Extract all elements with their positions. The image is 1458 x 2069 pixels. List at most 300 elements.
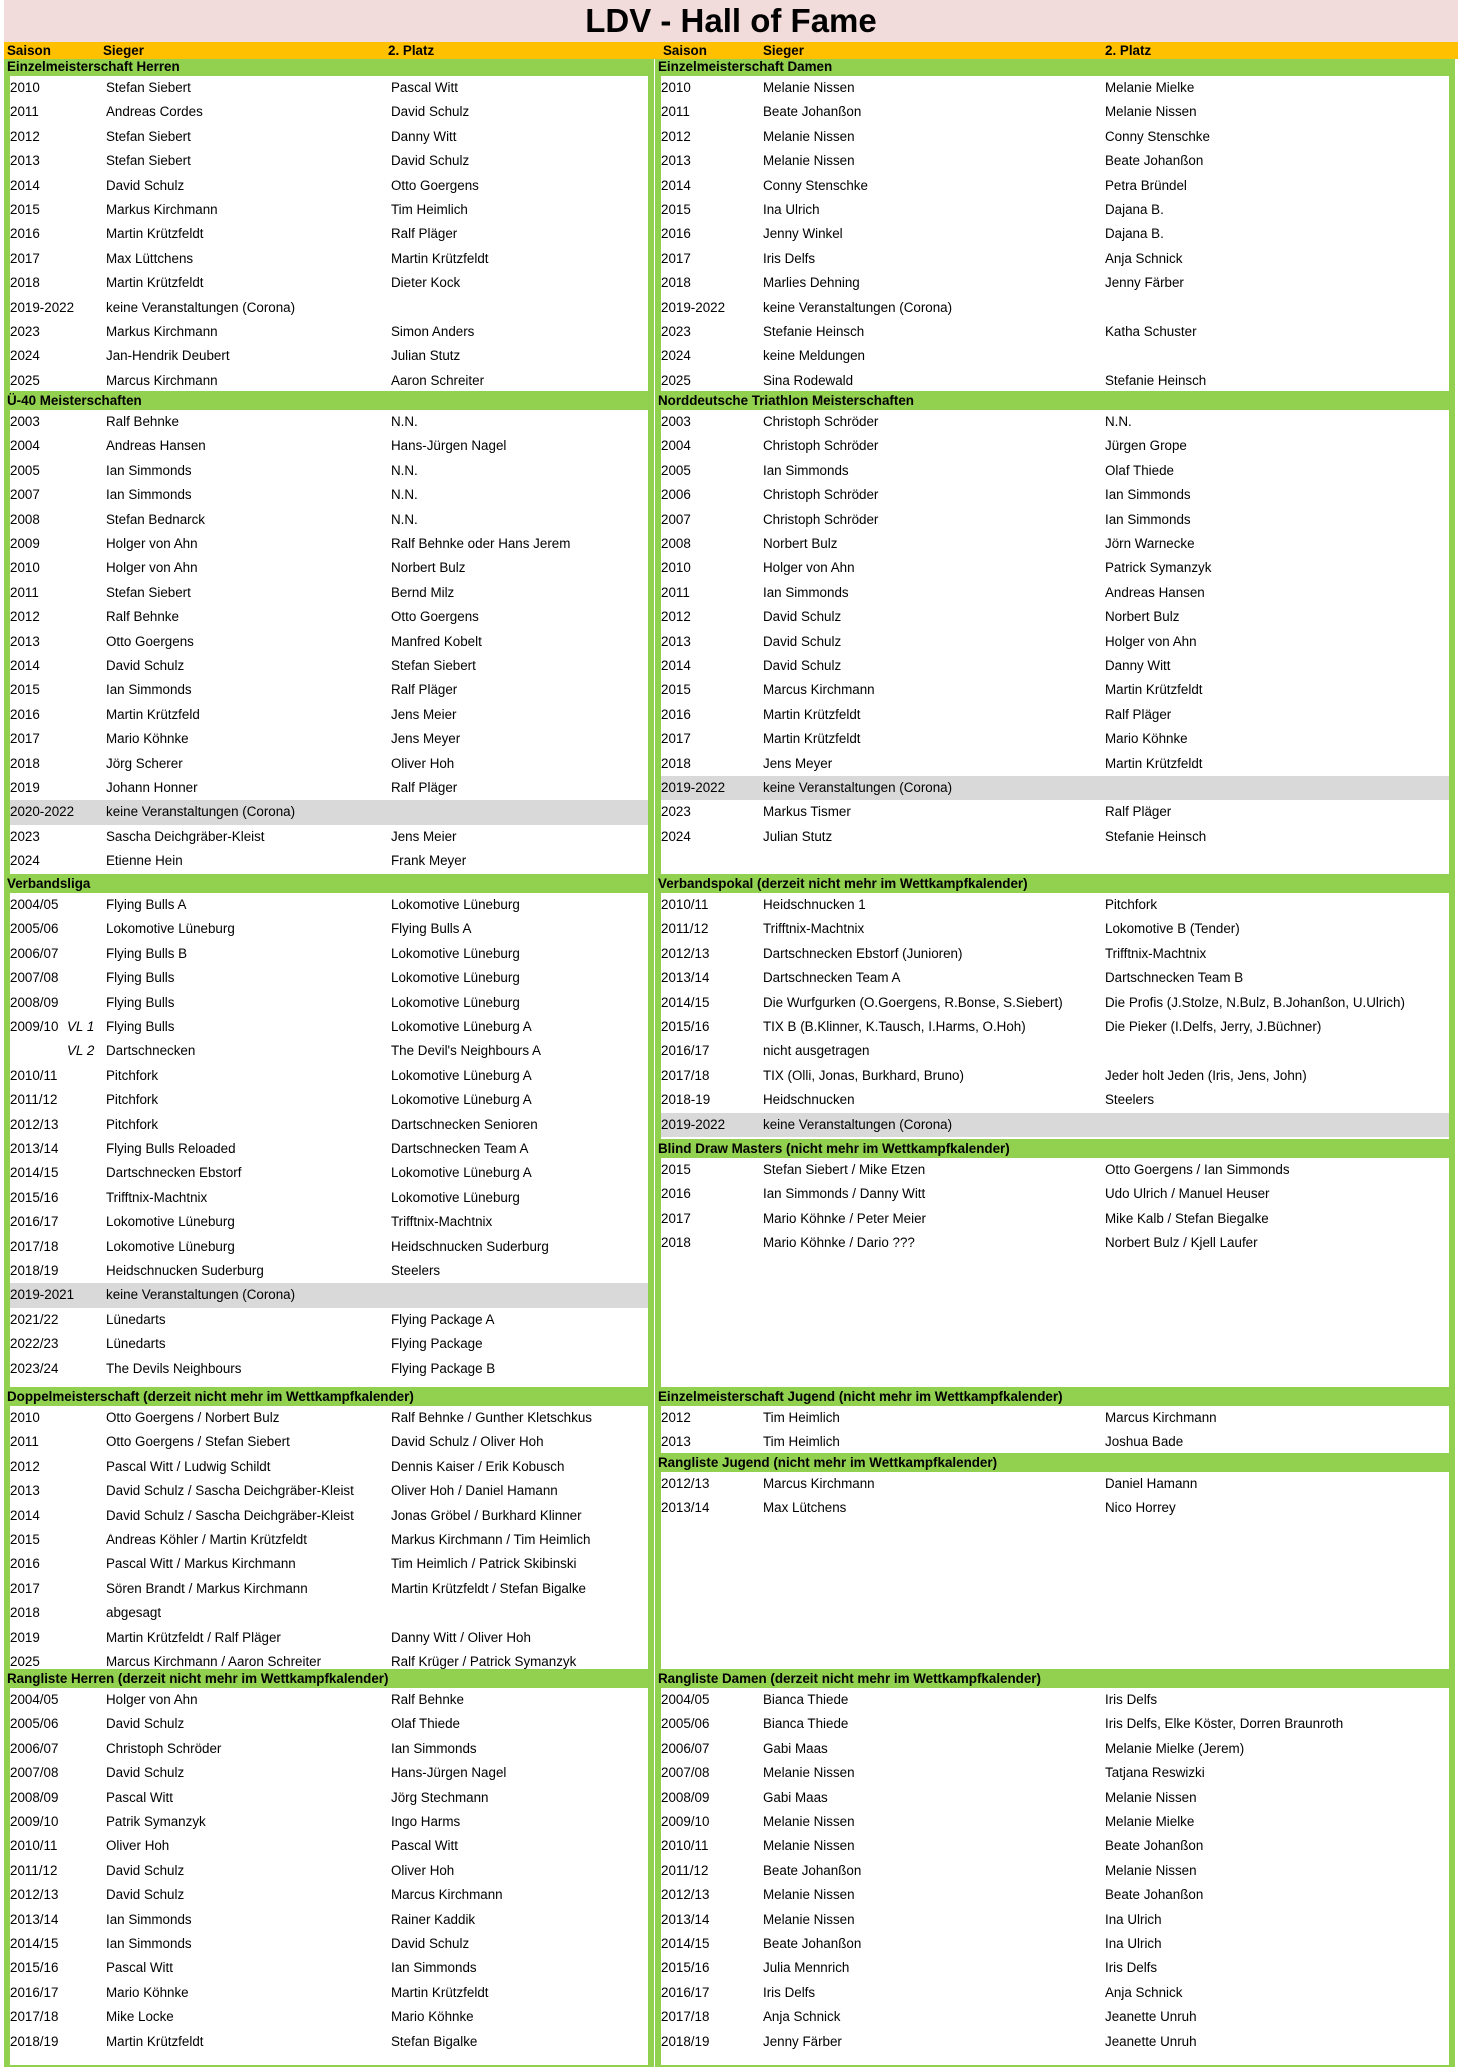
table-row <box>10 483 648 507</box>
table-row <box>661 1932 1449 1956</box>
winner-cell: Mario Köhnke <box>106 731 189 747</box>
winner-cell: Stefan Bednarck <box>106 511 206 527</box>
season-cell: 2018 <box>661 755 691 771</box>
table-row <box>661 320 1449 344</box>
section-body <box>10 893 648 1387</box>
winner-cell: keine Veranstaltungen (Corona) <box>763 299 953 315</box>
second-place-cell: Jeder holt Jeden (Iris, Jens, John) <box>1105 1067 1307 1083</box>
season-cell: 2014 <box>661 658 691 673</box>
season-cell: 2018/19 <box>10 2033 59 2049</box>
season-cell: 2025 <box>10 1654 40 1669</box>
table-row <box>661 434 1449 458</box>
second-place-cell: Conny Stenschke <box>1105 128 1210 144</box>
second-place-cell: Lokomotive Lüneburg <box>391 945 520 961</box>
season-cell: 2011/12 <box>661 1862 709 1878</box>
second-place-cell: Pascal Witt <box>391 80 458 95</box>
winner-cell: Pascal Witt / Ludwig Schildt <box>106 1458 271 1474</box>
season-cell: 2015/16 <box>10 1960 59 1976</box>
second-place-cell: Manfred Kobelt <box>391 633 482 649</box>
season-cell: 2019-2022 <box>661 299 726 315</box>
winner-cell: Christoph Schröder <box>763 414 879 429</box>
table-row <box>10 703 648 727</box>
second-place-cell: N.N. <box>391 414 418 429</box>
second-place-cell: Melanie Mielke <box>1105 80 1195 95</box>
table-row <box>10 1357 648 1381</box>
winner-cell: keine Veranstaltungen (Corona) <box>763 1116 953 1132</box>
second-place-cell: Steelers <box>1105 1092 1155 1108</box>
table-row <box>10 1430 648 1454</box>
winner-cell: Martin Krützfeldt <box>106 2033 204 2049</box>
season-cell: 2025 <box>10 372 40 388</box>
winner-cell: Marcus Kirchmann <box>763 682 875 698</box>
winner-cell: Dartschnecken <box>106 1043 196 1059</box>
table-row <box>10 76 648 100</box>
table-row <box>10 1834 648 1858</box>
winner-cell: Melanie Nissen <box>763 1814 855 1829</box>
winner-cell: Flying Bulls <box>106 970 175 986</box>
season-cell: 2011/12 <box>10 1862 58 1878</box>
winner-cell: Pascal Witt <box>106 1789 173 1805</box>
table-row <box>10 991 648 1015</box>
second-place-cell: Die Pieker (I.Delfs, Jerry, J.Büchner) <box>1105 1019 1322 1034</box>
second-place-cell: Olaf Thiede <box>1105 462 1174 478</box>
table-row <box>10 1504 648 1528</box>
table-row <box>661 1712 1449 1736</box>
winner-cell: Oliver Hoh <box>106 1838 170 1854</box>
winner-cell: David Schulz <box>106 177 185 193</box>
season-cell: 2012 <box>10 609 40 625</box>
league-level-label: VL 1 <box>67 1019 95 1034</box>
hall-of-fame-sheet <box>4 0 1458 2049</box>
table-row <box>10 1186 648 1210</box>
table-row <box>661 1064 1449 1088</box>
winner-cell: keine Veranstaltungen (Corona) <box>763 780 953 795</box>
second-place-cell: Stefan Siebert <box>391 658 476 673</box>
winner-cell: Ian Simmonds <box>106 462 192 478</box>
second-place-cell: Martin Krützfeldt <box>391 1984 489 2000</box>
page-title: LDV - Hall of Fame <box>4 0 1458 42</box>
winner-cell: Mike Locke <box>106 2009 174 2025</box>
second-place-cell: Stefan Bigalke <box>391 2033 478 2049</box>
second-place-cell: Melanie Mielke (Jerem) <box>1105 1740 1245 1756</box>
second-place-cell: Holger von Ahn <box>1105 633 1197 649</box>
second-place-cell: Dajana B. <box>1105 226 1164 242</box>
table-row <box>10 1210 648 1234</box>
winner-cell: Otto Goergens / Stefan Siebert <box>106 1434 290 1450</box>
second-place-cell: Jörg Stechmann <box>391 1789 489 1805</box>
season-cell: 2014/15 <box>10 1936 59 1951</box>
season-cell: 2013/14 <box>661 970 710 986</box>
season-cell: 2011 <box>661 104 690 120</box>
season-cell: 2022/23 <box>10 1336 59 1352</box>
section-left-1 <box>4 393 654 876</box>
section-body <box>661 893 1449 1139</box>
winner-cell: Holger von Ahn <box>763 560 855 576</box>
table-row <box>10 1015 648 1039</box>
winner-cell: Melanie Nissen <box>763 1911 855 1927</box>
winner-cell: Melanie Nissen <box>763 128 855 144</box>
season-cell: 2010 <box>661 80 691 95</box>
season-cell: 2008/09 <box>10 1789 59 1805</box>
winner-cell: keine Meldungen <box>763 348 865 364</box>
table-row <box>661 2030 1449 2054</box>
season-cell: 2014/15 <box>661 1936 710 1951</box>
table-row <box>661 1472 1449 1496</box>
season-cell: 2004 <box>10 438 40 454</box>
winner-cell: Beate Johanßon <box>763 1936 862 1951</box>
season-cell: 2010 <box>10 1410 40 1425</box>
table-row <box>661 1406 1449 1430</box>
section-body <box>661 1472 1449 1669</box>
winner-cell: Sascha Deichgräber-Kleist <box>106 828 265 844</box>
table-row <box>661 1834 1449 1858</box>
table-row <box>10 1932 648 1956</box>
season-cell: 2016 <box>661 226 691 242</box>
second-place-cell: Lokomotive Lüneburg <box>391 970 520 986</box>
season-cell: 2023 <box>10 324 40 339</box>
header-second-right: 2. Platz <box>1105 43 1152 58</box>
winner-cell: Melanie Nissen <box>763 153 855 169</box>
table-row <box>661 459 1449 483</box>
season-cell: 2018/19 <box>661 2033 710 2049</box>
winner-cell: Martin Krützfeldt <box>763 706 861 722</box>
winner-cell: Dartschnecken Team A <box>763 970 901 986</box>
second-place-cell: Lokomotive Lüneburg A <box>391 1067 532 1083</box>
table-row <box>661 991 1449 1015</box>
table-row <box>10 800 648 824</box>
table-row <box>10 1283 648 1307</box>
second-place-cell: Steelers <box>391 1263 441 1278</box>
season-cell: 2016 <box>10 226 40 242</box>
winner-cell: David Schulz / Sascha Deichgräber-Kleist <box>106 1483 354 1499</box>
second-place-cell: Ralf Behnke oder Hans Jerem <box>391 536 571 551</box>
table-row <box>661 344 1449 368</box>
second-place-cell: David Schulz <box>391 104 470 120</box>
season-cell: 2012 <box>10 128 40 144</box>
second-place-cell: Mario Köhnke <box>391 2009 474 2025</box>
table-row <box>661 1786 1449 1810</box>
second-place-cell: Ralf Krüger / Patrick Symanzyk <box>391 1654 577 1669</box>
winner-cell: Mario Köhnke <box>106 1984 189 2000</box>
table-row <box>661 532 1449 556</box>
winner-cell: Ralf Behnke <box>106 414 179 429</box>
table-row <box>661 630 1449 654</box>
season-cell: 2016/17 <box>661 1043 710 1059</box>
second-place-cell: Dennis Kaiser / Erik Kobusch <box>391 1458 565 1474</box>
winner-cell: Ian Simmonds <box>106 1911 192 1927</box>
winner-cell: Flying Bulls B <box>106 945 188 961</box>
second-place-cell: Flying Package <box>391 1336 483 1352</box>
second-place-cell: Jenny Färber <box>1105 275 1184 291</box>
season-cell: 2015 <box>10 1532 40 1547</box>
season-cell: 2018 <box>661 275 691 291</box>
second-place-cell: Hans-Jürgen Nagel <box>391 1765 507 1781</box>
header-winner-left: Sieger <box>103 43 144 58</box>
table-row <box>10 271 648 295</box>
season-cell: 2024 <box>10 348 40 364</box>
table-row <box>661 1207 1449 1231</box>
second-place-cell: Dieter Kock <box>391 275 461 291</box>
winner-cell: Stefan Siebert <box>106 584 191 600</box>
section-title: Ü-40 Meisterschaften <box>7 393 142 408</box>
winner-cell: Marcus Kirchmann <box>763 1476 875 1491</box>
season-cell: 2010 <box>10 560 40 576</box>
winner-cell: Ian Simmonds <box>106 1936 192 1951</box>
season-cell: 2007/08 <box>10 1765 59 1781</box>
second-place-cell: Lokomotive Lüneburg A <box>391 1019 532 1034</box>
table-row <box>661 508 1449 532</box>
second-place-cell: Dartschnecken Team A <box>391 1141 529 1156</box>
winner-cell: David Schulz <box>106 1765 185 1781</box>
table-row <box>10 942 648 966</box>
season-cell: 2018 <box>661 1235 691 1251</box>
winner-cell: Pascal Witt / Markus Kirchmann <box>106 1556 296 1572</box>
winner-cell: David Schulz <box>763 658 842 673</box>
season-cell: 2023 <box>661 324 691 339</box>
season-cell: 2019-2021 <box>10 1287 75 1303</box>
second-place-cell: Jürgen Grope <box>1105 438 1187 454</box>
table-row <box>661 483 1449 507</box>
season-cell: 2015/16 <box>661 1019 710 1034</box>
table-row <box>10 1956 648 1980</box>
season-cell: 2014 <box>10 1507 40 1523</box>
season-cell: 2024 <box>661 828 691 844</box>
table-row <box>10 1577 648 1601</box>
table-row <box>661 296 1449 320</box>
table-row <box>661 1908 1449 1932</box>
winner-cell: Holger von Ahn <box>106 560 198 576</box>
second-place-cell: Ralf Pläger <box>391 226 458 242</box>
season-cell: 2024 <box>10 853 40 869</box>
season-cell: 2005/06 <box>661 1716 710 1732</box>
winner-cell: Martin Krützfeldt / Ralf Pläger <box>106 1629 281 1645</box>
winner-cell: Jan-Hendrik Deubert <box>106 348 230 364</box>
second-place-cell: Jonas Gröbel / Burkhard Klinner <box>391 1507 582 1523</box>
winner-cell: Otto Goergens <box>106 633 194 649</box>
winner-cell: Sina Rodewald <box>763 372 854 388</box>
section-title: Einzelmeisterschaft Damen <box>658 59 833 74</box>
second-place-cell: Jens Meier <box>391 828 457 844</box>
second-place-cell: Flying Package B <box>391 1360 496 1376</box>
winner-cell: Trifftnix-Machtnix <box>106 1189 208 1205</box>
table-row <box>10 1883 648 1907</box>
section-title: Einzelmeisterschaft Herren <box>7 59 180 74</box>
table-row <box>10 1113 648 1137</box>
winner-cell: Ian Simmonds <box>763 462 849 478</box>
winner-cell: Stefanie Heinsch <box>763 324 865 339</box>
second-place-cell: Melanie Nissen <box>1105 104 1197 120</box>
second-place-cell: Ralf Behnke <box>391 1692 464 1707</box>
winner-cell: Martin Krützfeldt <box>106 275 204 291</box>
table-row <box>661 2005 1449 2029</box>
winner-cell: Stefan Siebert <box>106 153 191 169</box>
table-row <box>10 1786 648 1810</box>
table-row <box>10 2030 648 2054</box>
winner-cell: Martin Krützfeldt <box>763 731 861 747</box>
table-row <box>661 100 1449 124</box>
section-right-6 <box>655 1671 1455 2067</box>
winner-cell: Ian Simmonds / Danny Witt <box>763 1186 926 1202</box>
league-level-label: VL 2 <box>67 1043 95 1059</box>
winner-cell: Bianca Thiede <box>763 1716 849 1732</box>
second-place-cell: Flying Package A <box>391 1311 495 1327</box>
section-title: Einzelmeisterschaft Jugend (nicht mehr im Wettkampfkalender) <box>658 1389 1063 1404</box>
second-place-cell: Ingo Harms <box>391 1814 461 1829</box>
winner-cell: Pitchfork <box>106 1116 159 1132</box>
second-place-cell: Simon Anders <box>391 324 475 339</box>
table-row <box>10 1761 648 1785</box>
winner-cell: Lünedarts <box>106 1311 166 1327</box>
table-row <box>10 100 648 124</box>
table-row <box>10 434 648 458</box>
table-row <box>661 1688 1449 1712</box>
season-cell: 2017/18 <box>661 2009 710 2025</box>
table-row <box>10 1688 648 1712</box>
season-cell: 2005 <box>10 462 40 478</box>
table-row <box>10 1626 648 1650</box>
season-cell: 2010/11 <box>661 1838 709 1854</box>
second-place-cell: Julian Stutz <box>391 348 461 364</box>
winner-cell: David Schulz <box>106 1887 185 1903</box>
season-cell: 2015 <box>661 682 691 698</box>
second-place-cell: The Devil's Neighbours A <box>391 1043 541 1059</box>
second-place-cell: Ralf Pläger <box>391 682 458 698</box>
season-cell: 2015 <box>661 202 691 217</box>
winner-cell: Andreas Hansen <box>106 438 206 454</box>
second-place-cell: Martin Krützfeldt <box>1105 682 1203 698</box>
second-place-cell: Martin Krützfeldt / Stefan Bigalke <box>391 1580 587 1596</box>
table-row <box>10 654 648 678</box>
winner-cell: Heidschnucken 1 <box>763 897 866 912</box>
season-cell: 2004/05 <box>10 897 59 912</box>
winner-cell: Conny Stenschke <box>763 177 868 193</box>
winner-cell: Melanie Nissen <box>763 80 855 95</box>
winner-cell: Jörg Scherer <box>106 755 183 771</box>
winner-cell: Lokomotive Lüneburg <box>106 1214 235 1230</box>
season-cell: 2019 <box>10 1629 40 1645</box>
season-cell: 2014/15 <box>10 1165 59 1181</box>
season-cell: 2012 <box>661 128 691 144</box>
table-row <box>661 1810 1449 1834</box>
winner-cell: keine Veranstaltungen (Corona) <box>106 299 296 315</box>
season-cell: 2008 <box>661 536 691 551</box>
second-place-cell: Ian Simmonds <box>1105 487 1191 503</box>
season-cell: 2007 <box>10 487 40 503</box>
season-cell: 2006/07 <box>10 1740 59 1756</box>
winner-cell: Pitchfork <box>106 1067 159 1083</box>
header-season-right: Saison <box>663 43 707 58</box>
second-place-cell: David Schulz <box>391 153 470 169</box>
winner-cell: Markus Tismer <box>763 804 851 820</box>
winner-cell: Flying Bulls A <box>106 897 187 912</box>
season-cell: 2019-2022 <box>661 780 726 795</box>
section-left-4 <box>4 1671 654 2067</box>
second-place-cell: Hans-Jürgen Nagel <box>391 438 507 454</box>
season-cell: 2012/13 <box>661 1476 710 1491</box>
header-season-left: Saison <box>7 43 51 58</box>
table-row <box>661 678 1449 702</box>
second-place-cell: Ralf Behnke / Gunther Kletschkus <box>391 1410 592 1425</box>
season-cell: 2013 <box>661 633 691 649</box>
season-cell: 2010/11 <box>10 1067 58 1083</box>
table-row <box>10 344 648 368</box>
second-place-cell: Ina Ulrich <box>1105 1911 1162 1927</box>
season-cell: 2017/18 <box>10 2009 59 2025</box>
second-place-cell: Frank Meyer <box>391 853 467 869</box>
table-row <box>10 2005 648 2029</box>
second-place-cell: Markus Kirchmann / Tim Heimlich <box>391 1532 591 1547</box>
winner-cell: keine Veranstaltungen (Corona) <box>106 804 296 820</box>
season-cell: 2015 <box>661 1162 691 1177</box>
season-cell: 2011 <box>661 584 690 600</box>
winner-cell: Andreas Cordes <box>106 104 203 120</box>
second-place-cell: Trifftnix-Machtnix <box>391 1214 493 1230</box>
header-winner-right: Sieger <box>763 43 804 58</box>
second-place-cell: Aaron Schreiter <box>391 372 485 388</box>
winner-cell: Jenny Färber <box>763 2033 842 2049</box>
winner-cell: Beate Johanßon <box>763 104 862 120</box>
table-row <box>10 222 648 246</box>
table-row <box>661 1088 1449 1112</box>
section-body <box>661 76 1449 391</box>
table-row <box>10 1406 648 1430</box>
second-place-cell: Bernd Milz <box>391 584 455 600</box>
season-cell: 2016/17 <box>10 1214 59 1230</box>
season-cell: 2004/05 <box>10 1692 59 1707</box>
season-cell: 2013/14 <box>661 1911 710 1927</box>
season-cell: 2004/05 <box>661 1692 710 1707</box>
table-row <box>661 1761 1449 1785</box>
season-cell: 2014 <box>10 177 40 193</box>
winner-cell: Johann Honner <box>106 780 198 795</box>
second-place-cell: Flying Bulls A <box>391 921 472 937</box>
second-place-cell: Udo Ulrich / Manuel Heuser <box>1105 1186 1270 1202</box>
winner-cell: Tim Heimlich <box>763 1434 840 1450</box>
season-cell: 2016 <box>10 1556 40 1572</box>
table-row <box>10 508 648 532</box>
winner-cell: Markus Kirchmann <box>106 324 218 339</box>
second-place-cell: Norbert Bulz <box>1105 609 1180 625</box>
second-place-cell: Danny Witt <box>391 128 457 144</box>
second-place-cell: Nico Horrey <box>1105 1500 1176 1516</box>
season-cell: 2006/07 <box>661 1740 710 1756</box>
second-place-cell: Pitchfork <box>1105 897 1158 912</box>
section-title: Rangliste Damen (derzeit nicht mehr im Wettkampfkalender) <box>658 1671 1041 1686</box>
table-row <box>661 654 1449 678</box>
second-place-cell: Ian Simmonds <box>391 1960 477 1976</box>
second-place-cell: Lokomotive B (Tender) <box>1105 921 1240 937</box>
winner-cell: Christoph Schröder <box>763 511 879 527</box>
winner-cell: Melanie Nissen <box>763 1887 855 1903</box>
winner-cell: Melanie Nissen <box>763 1838 855 1854</box>
second-place-cell: Jeanette Unruh <box>1105 2009 1197 2025</box>
winner-cell: Marlies Dehning <box>763 275 860 291</box>
table-row <box>10 1308 648 1332</box>
section-title: Blind Draw Masters (nicht mehr im Wettkampfkalender) <box>658 1141 1010 1156</box>
table-row <box>661 917 1449 941</box>
table-row <box>10 581 648 605</box>
season-cell: 2009 <box>10 536 40 551</box>
winner-cell: Stefan Siebert <box>106 128 191 144</box>
winner-cell: Max Lüttchens <box>106 250 194 266</box>
winner-cell: Etienne Hein <box>106 853 183 869</box>
season-cell: 2010 <box>661 560 691 576</box>
second-place-cell: Otto Goergens <box>391 177 479 193</box>
second-place-cell: Oliver Hoh <box>391 1862 455 1878</box>
second-place-cell: Melanie Nissen <box>1105 1789 1197 1805</box>
winner-cell: Ian Simmonds <box>763 584 849 600</box>
winner-cell: Sören Brandt / Markus Kirchmann <box>106 1580 308 1596</box>
